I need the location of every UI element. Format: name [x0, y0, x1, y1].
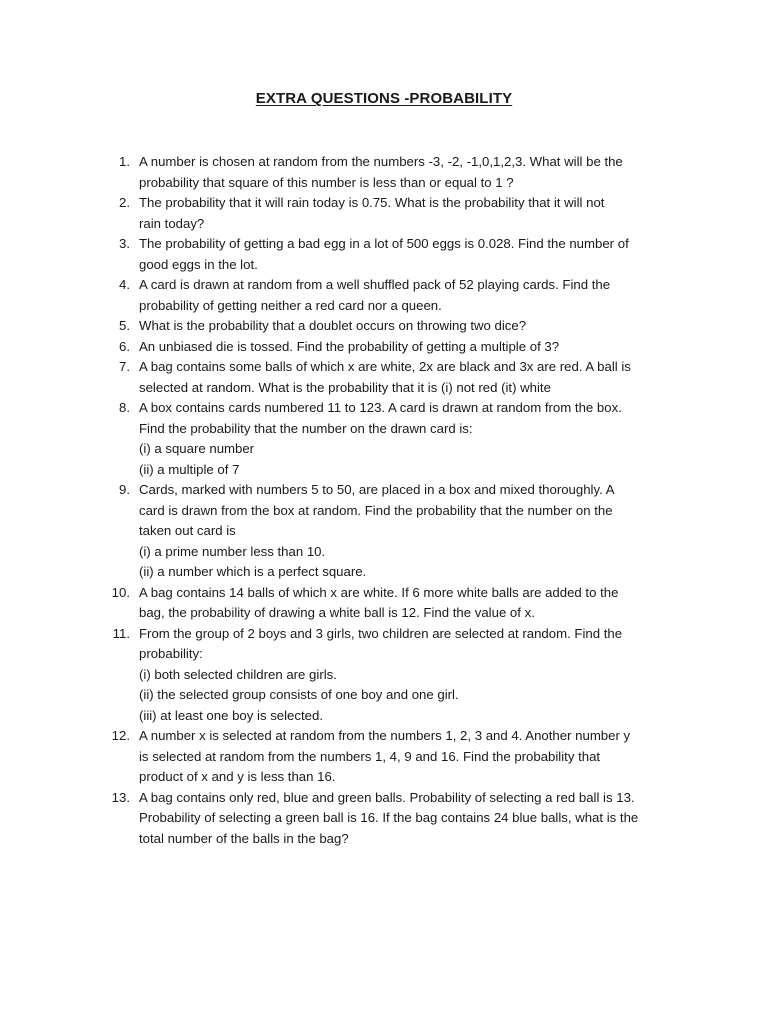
question-item — [104, 337, 684, 358]
question-text-line: (iii) at least one boy is selected. — [139, 707, 323, 723]
question-text-line: good eggs in the lot. — [139, 256, 258, 272]
question-text-line: (ii) a multiple of 7 — [139, 461, 240, 477]
question-number: 2. — [119, 195, 130, 210]
question-text-line: Find the probability that the number on the drawn card is: — [139, 420, 473, 436]
page-title: EXTRA QUESTIONS -PROBABILITY — [255, 90, 513, 107]
question-text-line: (i) a square number — [139, 441, 255, 456]
question-item — [104, 726, 684, 788]
question-text-line: What is the probability that a doublet occurs on throwing two dice? — [139, 318, 527, 333]
question-text-line: Probability of selecting a green ball is 16. If the bag contains 24 blue balls, what is the — [139, 810, 639, 825]
question-text-line: probability that square of this number is less than or equal to 1 ? — [139, 174, 514, 190]
question-number: 9. — [119, 482, 130, 497]
question-number: 4. — [119, 277, 130, 292]
question-text-line: The probability of getting a bad egg in a lot of 500 eggs is 0.028. Find the number of — [139, 236, 629, 251]
question-number: 8. — [119, 400, 130, 415]
question-item — [104, 788, 684, 850]
question-item — [104, 316, 684, 337]
question-number: 13. — [111, 789, 130, 805]
question-text-line: An unbiased die is tossed. Find the probability of getting a multiple of 3? — [139, 338, 560, 354]
question-item — [104, 234, 684, 275]
question-text-line: A number x is selected at random from the numbers 1, 2, 3 and 4. Another number y — [139, 728, 631, 743]
question-number: 12. — [111, 728, 130, 743]
question-text-line: A bag contains some balls of which x are white, 2x are black and 3x are red. A ball is — [139, 359, 631, 374]
question-number: 3. — [119, 236, 130, 251]
question-text-line: A box contains cards numbered 11 to 123. A card is drawn at random from the box. — [139, 400, 622, 415]
question-text-line: From the group of 2 boys and 3 girls, two children are selected at random. Find the — [139, 625, 623, 641]
question-text-line: A card is drawn at random from a well shuffled pack of 52 playing cards. Find the — [139, 277, 611, 292]
question-text-line: A bag contains 14 balls of which x are white. If 6 more white balls are added to the — [139, 584, 619, 600]
question-text-line: rain today? — [139, 215, 205, 231]
question-list — [104, 152, 684, 849]
question-text-line: (ii) the selected group consists of one boy and one girl. — [139, 687, 459, 702]
question-number: 6. — [119, 338, 130, 354]
question-number: 1. — [119, 154, 130, 169]
question-number: 7. — [119, 359, 130, 374]
question-text-line: selected at random. What is the probability that it is (i) not red (it) white — [139, 379, 551, 395]
question-text-line: probability of getting neither a red card nor a queen. — [139, 297, 442, 313]
question-text-line: Cards, marked with numbers 5 to 50, are placed in a box and mixed thoroughly. A — [139, 482, 615, 497]
question-item — [104, 152, 684, 193]
question-text-line: (i) both selected children are girls. — [139, 666, 337, 682]
question-text-line: card is drawn from the box at random. Find the probability that the number on the — [139, 502, 613, 518]
question-text-line: product of x and y is less than 16. — [139, 769, 336, 784]
question-text-line: probability: — [139, 646, 203, 661]
question-item — [104, 275, 684, 316]
question-number: 11. — [112, 625, 130, 641]
question-item — [104, 398, 684, 480]
question-item — [104, 624, 684, 727]
question-number: 5. — [119, 318, 130, 333]
question-text-line: A number is chosen at random from the numbers -3, -2, -1,0,1,2,3. What will be the — [139, 154, 623, 169]
question-item — [104, 193, 684, 234]
question-text-line: A bag contains only red, blue and green balls. Probability of selecting a red ball is 13. — [139, 789, 635, 805]
question-number: 10. — [111, 584, 130, 600]
question-text-line: is selected at random from the numbers 1, 4, 9 and 16. Find the probability that — [139, 748, 601, 764]
question-item — [104, 480, 684, 583]
question-text-line: taken out card is — [139, 523, 236, 538]
question-text-line: total number of the balls in the bag? — [139, 830, 349, 846]
question-text-line: (i) a prime number less than 10. — [139, 543, 326, 559]
question-item — [104, 583, 684, 624]
question-text-line: (ii) a number which is a perfect square. — [139, 564, 367, 579]
question-item — [104, 357, 684, 398]
question-text-line: The probability that it will rain today is 0.75. What is the probability that it will not — [139, 195, 605, 210]
question-text-line: bag, the probability of drawing a white ball is 12. Find the value of x. — [139, 605, 535, 620]
